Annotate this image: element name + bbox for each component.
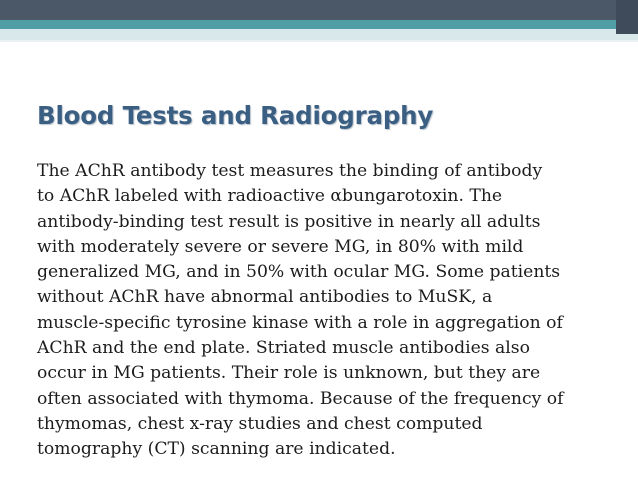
body-line: occur in MG patients. Their role is unknown, but they are [37,363,541,384]
header-band-light [0,29,638,40]
body-line: muscle-specific tyrosine kinase with a role in aggregation of [37,312,563,333]
slide-body [37,159,632,463]
body-line: thymomas, chest x-ray studies and chest computed [37,413,483,434]
body-line: to AChR labeled with radioactive αbungarotoxin. The [37,186,503,207]
header-band-divider [0,40,638,42]
header-band-teal [0,20,638,29]
body-line: antibody-binding test result is positive in nearly all adults [37,211,541,232]
body-line: generalized MG, and in 50% with ocular MG. Some patients [37,262,561,283]
header-band-dark [0,0,638,20]
body-line: The AChR antibody test measures the binding of antibody [37,161,543,181]
body-line: often associated with thymoma. Because of the frequency of [37,388,564,409]
body-line: tomography (CT) scanning are indicated. [37,439,396,460]
header-corner-tab [616,0,638,34]
body-line: AChR and the end plate. Striated muscle antibodies also [37,338,530,359]
body-line: with moderately severe or severe MG, in 80% with mild [37,236,524,257]
body-line: without AChR have abnormal antibodies to MuSK, a [37,287,493,308]
slide-title: Blood Tests and Radiography [37,101,434,130]
